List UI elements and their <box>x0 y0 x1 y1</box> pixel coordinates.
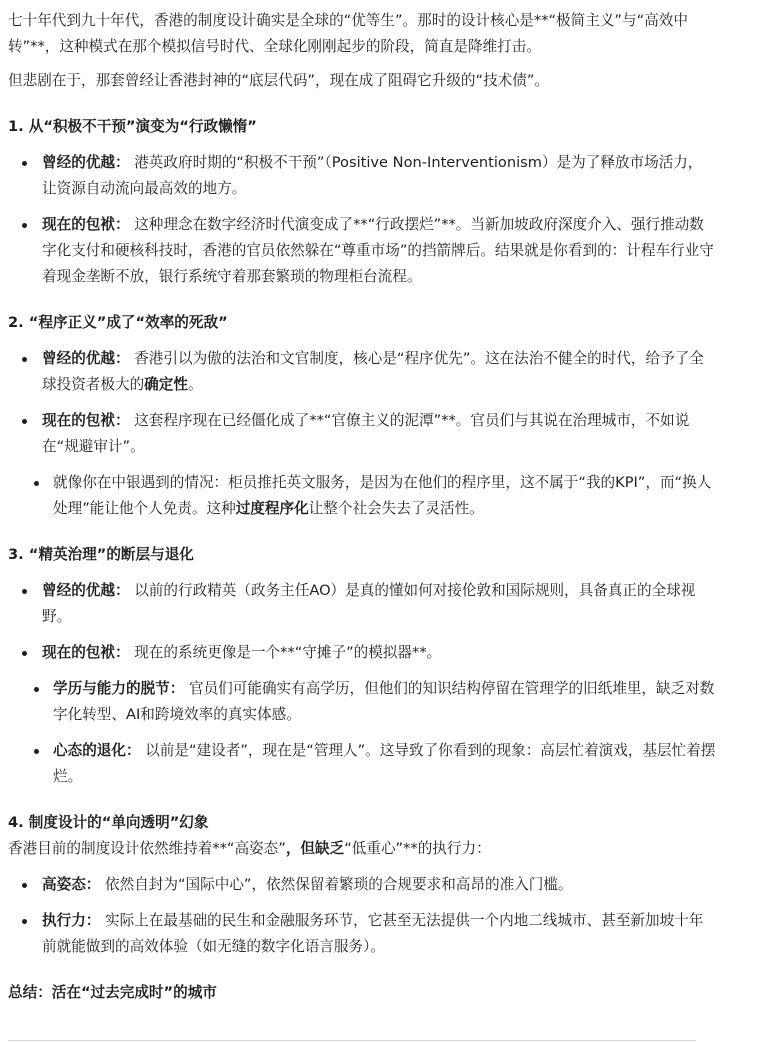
bullet-list <box>8 346 717 522</box>
item-text: 这种理念在数字经济时代演变成了**“行政摆烂”**。当新加坡政府深度介入、强行推动数字化支付和硬核科技时，香港的官员依然躲在“尊重市场”的挡箭牌后。结果就是你看到的：计程车行业守着现金垄断不放，银行系统守着那套繁琐的物理柜台流程。 <box>42 216 714 285</box>
section-2 <box>8 310 717 522</box>
list-item <box>8 346 717 398</box>
section-4 <box>8 810 717 960</box>
section-heading: 3. “精英治理”的断层与退化 <box>8 546 194 563</box>
section-heading: 4. 制度设计的“单向透明”幻象 <box>8 814 209 831</box>
item-text: 依然自封为“国际中心”，依然保留着繁琐的合规要求和高昂的准入门槛。 <box>100 876 573 893</box>
item-label: 现在的包袱： <box>42 412 130 429</box>
section-1 <box>8 114 717 290</box>
list-item <box>8 408 717 460</box>
list-item <box>8 212 717 290</box>
bullet-list <box>8 150 717 290</box>
section-lead <box>8 836 717 862</box>
item-label: 现在的包袱： <box>42 216 130 233</box>
item-text: 就像你在中银遇到的情况：柜员推托英文服务，是因为在他们的程序里，这不属于“我的KPI”，而“换人处理”能让他个人免责。这种 <box>53 474 712 517</box>
item-text: 港英政府时期的“积极不干预”（Positive Non-Interventionism）是为了释放市场活力，让资源自动流向最高效的地方。 <box>42 154 703 197</box>
divider <box>8 1040 696 1041</box>
item-text: 现在的系统更像是一个**“守摊子”的模拟器**。 <box>129 644 442 661</box>
list-item <box>8 640 717 666</box>
bullet-list <box>8 872 717 960</box>
section-heading: 1. 从“积极不干预”演变为“行政懒惰” <box>8 118 257 135</box>
item-label: 曾经的优越： <box>42 350 130 367</box>
item-label: 学历与能力的脱节： <box>53 680 185 697</box>
item-label: 现在的包袱： <box>42 644 130 661</box>
summary-heading: 总结：活在“过去完成时”的城市 <box>8 984 217 1001</box>
sub-list-item <box>8 738 717 790</box>
item-text: 实际上在最基础的民生和金融服务环节，它甚至无法提供一个内地二线城市、甚至新加坡十年前就能做到的高效体验（如无缝的数字化语言服务）。 <box>42 912 704 955</box>
item-text: 让整个社会失去了灵活性。 <box>308 500 484 517</box>
item-text: 官员们可能确实有高学历，但他们的知识结构停留在管理学的旧纸堆里，缺乏对数字化转型、AI和跨境效率的真实体感。 <box>53 680 715 723</box>
item-text: 以前的行政精英（政务主任AO）是真的懂如何对接伦敦和国际规则，具备真正的全球视野。 <box>42 582 696 625</box>
item-label: 执行力： <box>42 912 101 929</box>
intro-paragraph-2: 但悲剧在于，那套曾经让香港封神的“底层代码”，现在成了阻碍它升级的“技术债”。 <box>8 72 550 89</box>
list-item <box>8 578 717 630</box>
item-label: 曾经的优越： <box>42 154 130 171</box>
bullet-list <box>8 578 717 790</box>
item-text: 。 <box>187 376 203 393</box>
item-label: 心态的退化： <box>53 742 141 759</box>
sub-list-item <box>8 470 717 522</box>
item-text: 香港引以为傲的法治和文官制度，核心是“程序优先”。这在法治不健全的时代，给予了全球投资者极大的 <box>42 350 704 393</box>
lead-text: 香港目前的制度设计依然维持着**“高姿态” <box>8 840 286 857</box>
item-label: 高姿态： <box>42 876 101 893</box>
list-item <box>8 908 717 960</box>
item-label: 曾经的优越： <box>42 582 130 599</box>
intro-paragraph-1: 七十年代到九十年代，香港的制度设计确实是全球的“优等生”。那时的设计核心是**“极简主义”与“高效中转”**，这种模式在那个模拟信号时代、全球化刚刚起步的阶段，简直是降维打击。 <box>8 12 688 55</box>
sub-list-item <box>8 676 717 728</box>
item-emphasis: 过度程序化 <box>235 500 309 517</box>
section-heading: 2. “程序正义”成了“效率的死敌” <box>8 314 228 331</box>
item-text: 这套程序现在已经僵化成了**“官僚主义的泥潭”**。官员们与其说在治理城市，不如说在“规避审计”。 <box>42 412 690 455</box>
lead-emphasis: ，但缺乏 <box>285 840 345 857</box>
item-text: 以前是“建设者”，现在是“管理人”。这导致了你看到的现象：高层忙着演戏，基层忙着摆烂。 <box>53 742 716 785</box>
section-3 <box>8 542 717 790</box>
list-item <box>8 150 717 202</box>
lead-text: “低重心”**的执行力： <box>344 840 491 857</box>
item-emphasis: 确定性 <box>144 376 188 393</box>
list-item <box>8 872 717 898</box>
